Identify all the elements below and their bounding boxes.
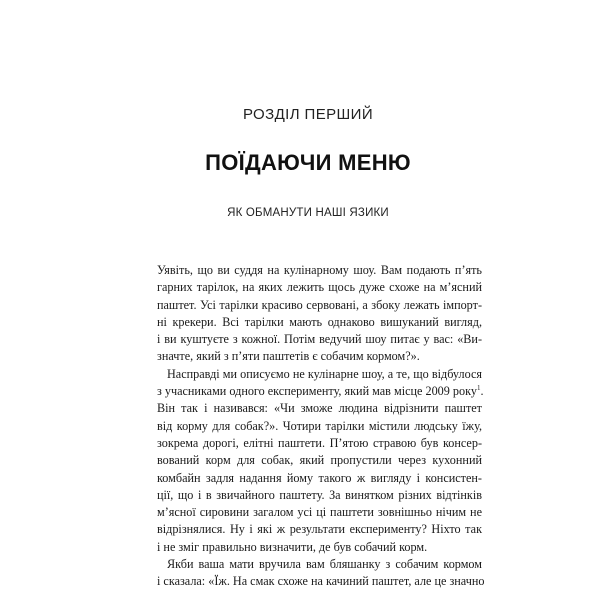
- text-line: комбайн задля надання йому такого ж вигляду і консистен-: [157, 470, 482, 485]
- text-line: Він так і називався: «Чи зможе людина відрізнити паштет: [157, 401, 482, 416]
- footnote-mark: 1: [476, 384, 481, 393]
- chapter-label: РОЗДІЛ ПЕРШИЙ: [242, 106, 374, 123]
- text-line: і ви куштуєте з кожної. Потім ведучий шоу питає у вас: «Ви-: [157, 332, 482, 347]
- text-line: Якби ваша мати вручила вам бляшанку з собачим кормом: [167, 557, 482, 572]
- text-line: вований корм для собак, який пропустили через кухонний: [157, 453, 482, 468]
- text-line: Насправді ми описуємо не кулінарне шоу, а те, що відбулося: [167, 366, 482, 381]
- text-line: м’ясної сировини загалом усі ці паштети зовнішньо нічим не: [157, 505, 482, 520]
- text-line: ні крекери. Всі тарілки мають однаково вишуканий вигляд,: [157, 314, 482, 329]
- text-line-with-footnote: [157, 383, 482, 400]
- chapter-subtitle: ЯК ОБМАНУТИ НАШІ ЯЗИКИ: [227, 207, 389, 219]
- text-line: зокрема дорогі, елітні паштети. П’ятою стравою був консер-: [157, 435, 482, 450]
- text-fragment: з учасниками одного експерименту, який мав місце 2009 року: [157, 384, 477, 399]
- text-line: Уявіть, що ви суддя на кулінарному шоу. Вам подають п’ять: [157, 263, 482, 277]
- text-line: від корму для собак?». Чотири тарілки містили людську їжу,: [157, 418, 482, 433]
- chapter-title: ПОЇДАЮЧИ МЕНЮ: [205, 150, 411, 175]
- text-fragment: .: [480, 384, 484, 399]
- text-line: і сказала: «Їж. На смак схоже на качиний паштет, але це значно: [157, 574, 485, 589]
- text-line: відрізнялися. Ну і які ж результати експерименту? Ніхто так: [157, 522, 482, 537]
- text-line: паштет. Усі тарілки красиво сервовані, а збоку лежать імпорт-: [157, 297, 482, 312]
- body-text: [157, 262, 485, 591]
- text-line: і не зміг правильно визначити, де був собачий корм.: [157, 539, 428, 554]
- text-line: ції, що і в звичайного паштету. За винятком різних відтінків: [157, 487, 482, 502]
- text-line: гарних тарілок, на яких лежить щось дуже схоже на м’ясний: [157, 280, 482, 295]
- text-line: значте, який з п’яти паштетів є собачим кормом?».: [157, 349, 420, 364]
